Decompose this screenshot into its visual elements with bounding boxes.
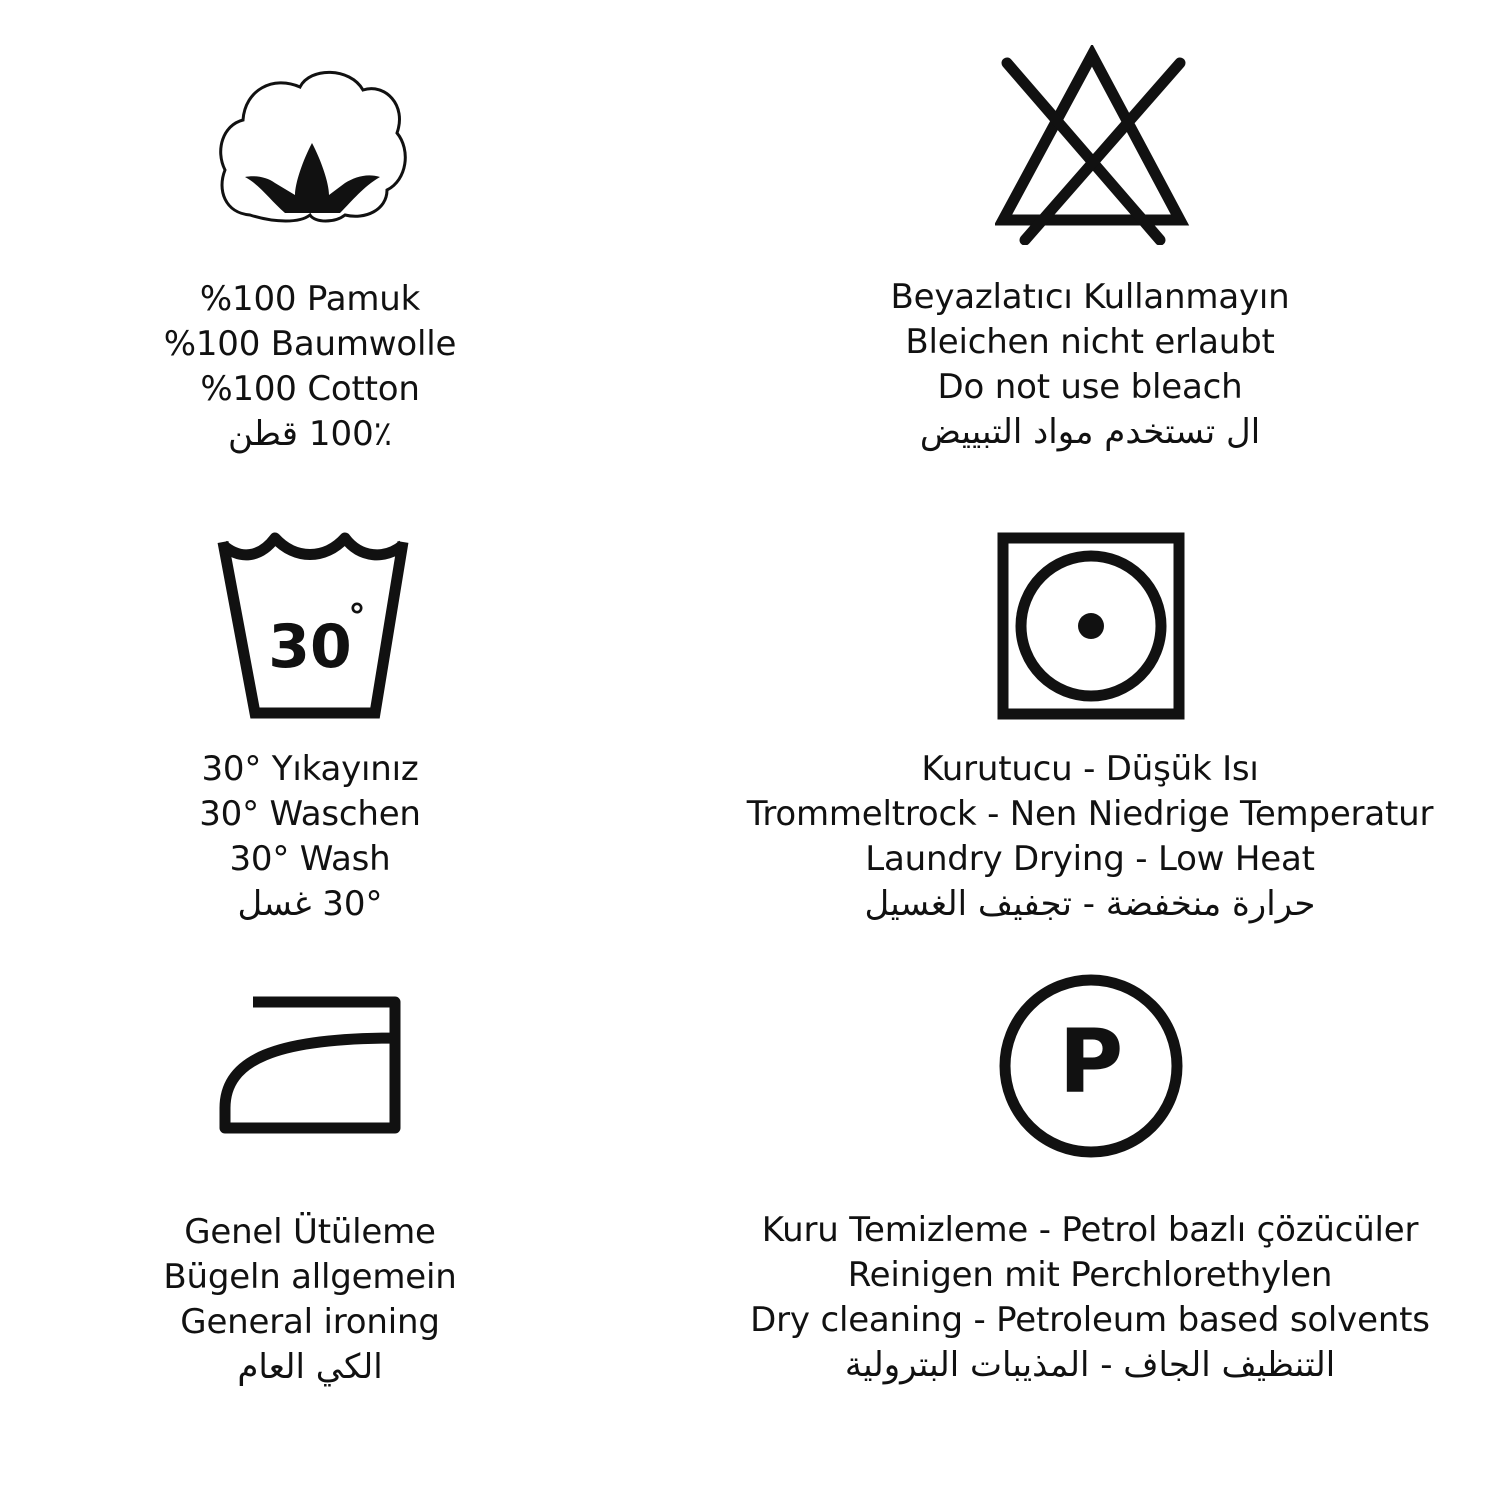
dry-clean-p-icon: [995, 970, 1187, 1162]
tumble-dry-label: [700, 747, 1480, 927]
wash-degree: °: [348, 597, 366, 637]
cotton-label-en: %100 Cotton: [200, 369, 420, 409]
wash-temperature: 30: [268, 612, 352, 682]
no-bleach-icon: [995, 45, 1190, 245]
cotton-label-tr: %100 Pamuk: [199, 279, 421, 319]
iron-label-de: Bügeln allgemein: [163, 1257, 457, 1297]
no-bleach-label-en: Do not use bleach: [937, 367, 1243, 407]
no-bleach-label-ar: ال تستخدم مواد التبييض: [919, 412, 1261, 452]
iron-icon: [215, 990, 410, 1140]
cotton-label: [60, 277, 560, 457]
iron-label: [60, 1210, 560, 1390]
no-bleach-label: [760, 275, 1420, 455]
wash-label-de: 30° Waschen: [199, 794, 421, 834]
cotton-label-ar: 100٪ قطن: [227, 414, 392, 454]
iron-label-ar: الكي العام: [237, 1347, 383, 1387]
tumble-dry-label-en: Laundry Drying - Low Heat: [865, 839, 1315, 879]
wash-label: [60, 747, 560, 927]
cotton-label-de: %100 Baumwolle: [163, 324, 457, 364]
iron-label-en: General ironing: [180, 1302, 440, 1342]
tumble-dry-label-de: Trommeltrock - Nen Niedrige Temperatur: [746, 794, 1434, 834]
wash-label-en: 30° Wash: [229, 839, 391, 879]
wash-label-tr: 30° Yıkayınız: [201, 749, 419, 789]
tumble-dry-label-ar: حرارة منخفضة - تجفيف الغسيل: [864, 884, 1316, 924]
cotton-flower-icon: [215, 65, 410, 225]
no-bleach-label-tr: Beyazlatıcı Kullanmayın: [890, 277, 1290, 317]
no-bleach-label-de: Bleichen nicht erlaubt: [905, 322, 1275, 362]
tumble-dry-low-icon: [997, 532, 1185, 720]
wash-label-ar: 30° غسل: [237, 884, 383, 924]
dry-clean-label-de: Reinigen mit Perchlorethylen: [847, 1255, 1333, 1295]
dry-clean-label: [700, 1208, 1480, 1388]
dry-clean-label-tr: Kuru Temizleme - Petrol bazlı çözücüler: [761, 1210, 1419, 1250]
iron-label-tr: Genel Ütüleme: [184, 1212, 436, 1252]
dry-clean-label-ar: التنظيف الجاف - المذيبات البترولية: [844, 1345, 1336, 1385]
dry-clean-letter: P: [1058, 1010, 1124, 1113]
wash-tub-icon: [215, 530, 410, 725]
dry-clean-label-en: Dry cleaning - Petroleum based solvents: [750, 1300, 1430, 1340]
tumble-dry-label-tr: Kurutucu - Düşük Isı: [921, 749, 1259, 789]
